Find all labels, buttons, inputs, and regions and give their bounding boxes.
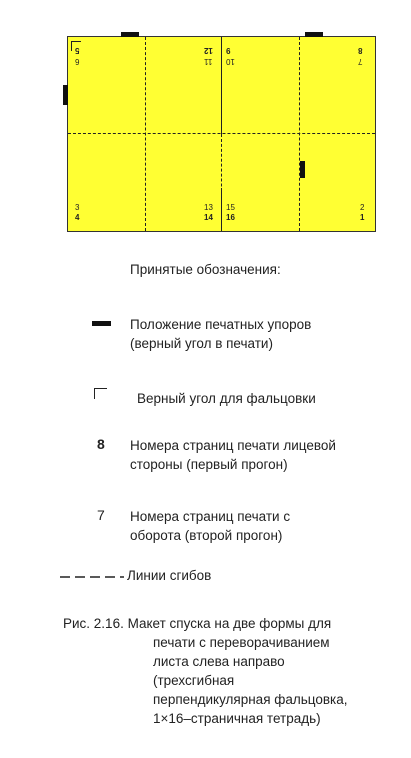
fold-line-horizontal bbox=[68, 133, 375, 134]
legend-item-print-stop bbox=[130, 315, 311, 353]
caption-line: 1×16–страничная тетрадь) bbox=[153, 711, 321, 726]
caption-line: перпендикулярная фальцовка, bbox=[153, 692, 348, 707]
page-number-top: 7 bbox=[358, 57, 363, 66]
bold-page-number-sample: 8 bbox=[97, 436, 105, 452]
legend-text-line: (верный угол в печати) bbox=[130, 336, 273, 351]
corner-icon bbox=[94, 388, 107, 399]
caption-line: листа слева направо (трехсгибная bbox=[153, 654, 285, 688]
page-number-top: 12 bbox=[204, 46, 213, 55]
page-number-bottom: 14 bbox=[204, 213, 213, 222]
page-number-top: 5 bbox=[75, 46, 80, 55]
legend-item-front-pages bbox=[130, 436, 336, 474]
print-stop-center bbox=[300, 161, 305, 178]
page-number-bottom: 13 bbox=[204, 203, 213, 212]
legend-text-line: Линии сгибов bbox=[127, 568, 212, 583]
caption-line: печати с переворачиванием bbox=[153, 635, 330, 650]
fold-line-vertical-right bbox=[299, 37, 300, 231]
legend-item-back-pages bbox=[130, 507, 290, 545]
print-stop-top-right bbox=[305, 32, 323, 37]
page-number-top: 6 bbox=[75, 57, 80, 66]
legend-text-line: Номера страниц печати лицевой bbox=[130, 438, 336, 453]
fold-line-icon bbox=[60, 572, 124, 582]
page-number-bottom: 3 bbox=[75, 203, 80, 212]
imposition-sheet bbox=[67, 36, 376, 232]
legend-text-line: оборота (второй прогон) bbox=[130, 528, 283, 543]
page-number-top: 8 bbox=[358, 46, 363, 55]
figure-caption bbox=[63, 614, 363, 728]
legend-item-corner bbox=[137, 389, 316, 408]
legend-text-line: Номера страниц печати с bbox=[130, 509, 291, 524]
legend-text-line: Верный угол для фальцовки bbox=[137, 391, 316, 406]
page-number-bottom: 1 bbox=[360, 213, 365, 222]
legend-text-line: Положение печатных упоров bbox=[130, 317, 312, 332]
regular-page-number-sample: 7 bbox=[97, 507, 105, 523]
print-stop-top-left bbox=[121, 32, 139, 37]
page-number-top: 9 bbox=[226, 46, 231, 55]
caption-line: Рис. 2.16. Макет спуска на две формы для bbox=[63, 616, 332, 631]
page-number-bottom: 16 bbox=[226, 213, 235, 222]
page-number-top: 10 bbox=[226, 57, 235, 66]
sheet-center-line-bottom bbox=[221, 188, 222, 231]
sheet-center-line-top bbox=[221, 37, 222, 134]
fold-line-vertical-left bbox=[145, 37, 146, 231]
legend-title: Принятые обозначения: bbox=[130, 262, 281, 277]
legend-text-line: стороны (первый прогон) bbox=[130, 457, 288, 472]
legend-item-fold-lines bbox=[127, 566, 211, 585]
page-number-top: 11 bbox=[204, 57, 213, 66]
print-stop-left bbox=[63, 85, 68, 105]
page-number-bottom: 15 bbox=[226, 203, 235, 212]
print-stop-icon bbox=[92, 321, 111, 326]
page-number-bottom: 4 bbox=[75, 213, 80, 222]
page-number-bottom: 2 bbox=[360, 203, 365, 212]
